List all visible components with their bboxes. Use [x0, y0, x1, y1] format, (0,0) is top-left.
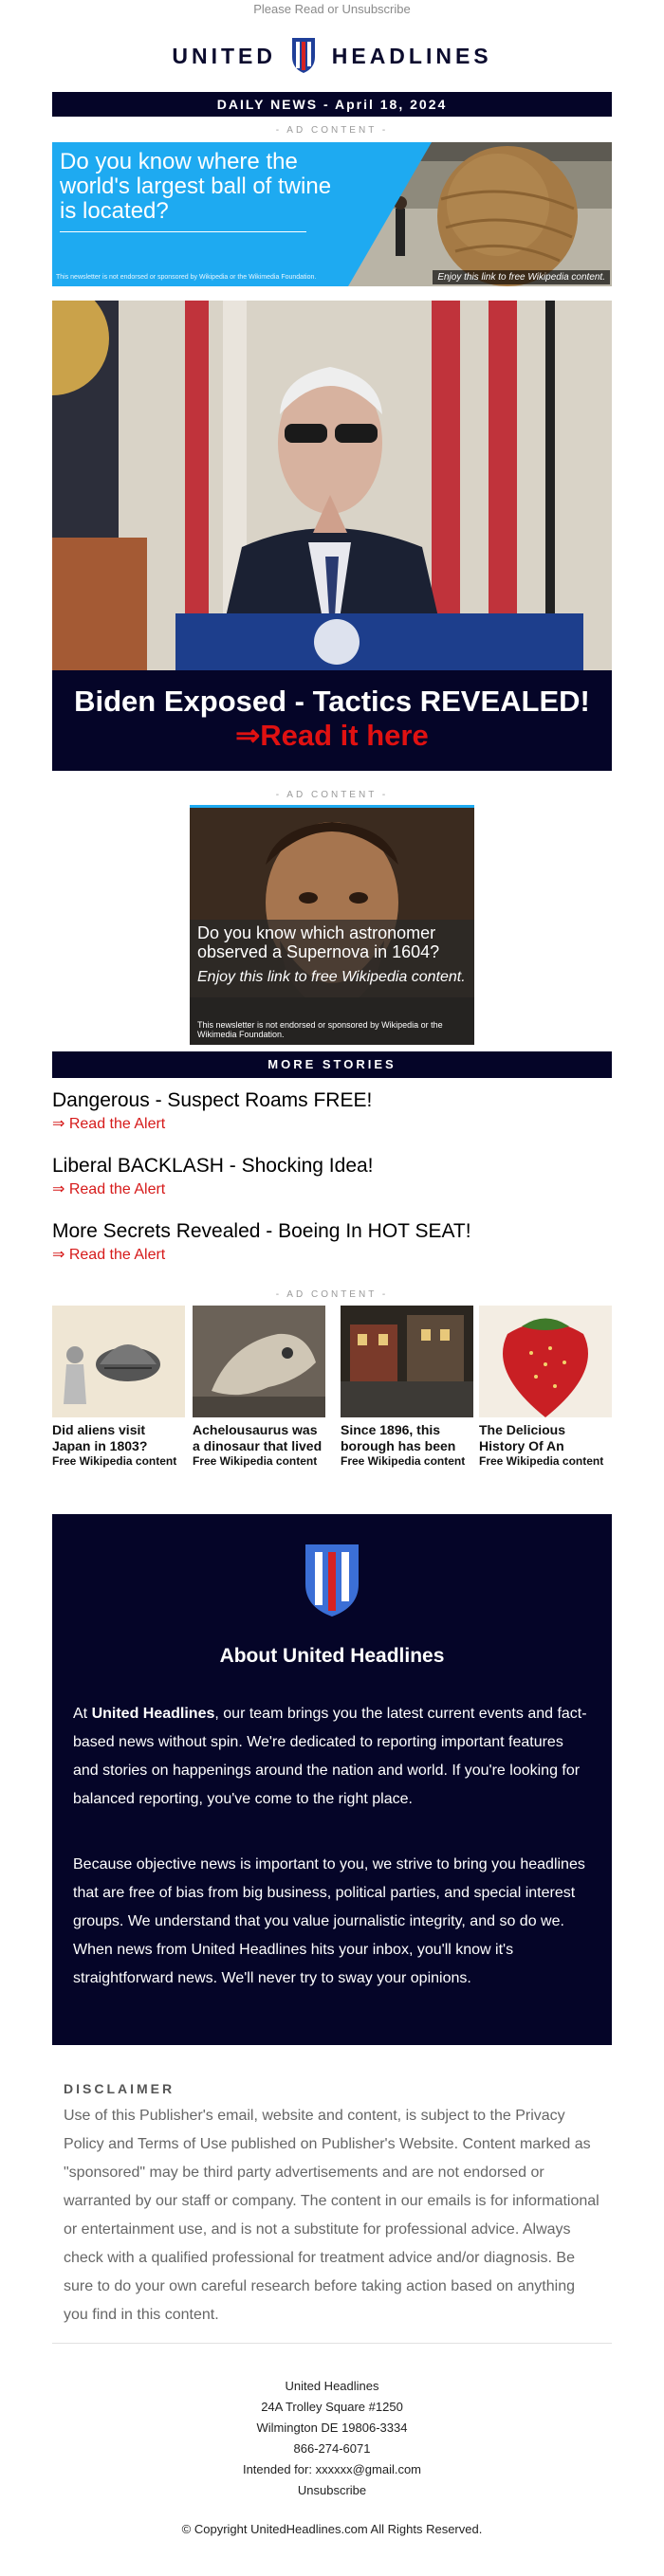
story-item[interactable]: [52, 1089, 612, 1133]
footer: [52, 2376, 612, 2501]
tile-source: Free Wikipedia content: [479, 1454, 604, 1468]
about-p1-prefix: At: [73, 1706, 92, 1722]
story-read-link[interactable]: ⇒ Read the Alert: [52, 1247, 166, 1263]
story-title[interactable]: More Secrets Revealed - Boeing In HOT SEAT!: [52, 1220, 471, 1242]
story-item[interactable]: [52, 1155, 612, 1198]
shield-logo-icon: [291, 36, 316, 80]
ad-headline: Do you know where the world's largest ball of twine is located?: [60, 149, 332, 224]
story-title[interactable]: Liberal BACKLASH - Shocking Idea!: [52, 1155, 374, 1177]
ad-divider: [60, 231, 306, 232]
ad-tile[interactable]: [193, 1306, 325, 1468]
about-p1-text: , our team brings you the latest current events and fact-based news without spin. We're dedicated to reporting important features and stories on happenings around the nation and world. If you're looking for balanced reporting, you've come to the right place.: [73, 1706, 587, 1807]
more-stories-bar: MORE STORIES: [52, 1051, 612, 1078]
logo-text-right: HEADLINES: [331, 44, 492, 69]
footer-address-line1: 24A Trolley Square #1250: [261, 2400, 403, 2414]
footer-address-line2: Wilmington DE 19806-3334: [256, 2421, 408, 2435]
hero-photo: [52, 301, 612, 670]
footer-phone: 866-274-6071: [293, 2441, 371, 2456]
tile-image-dinosaur: [193, 1306, 325, 1417]
tile-image-strawberry: [479, 1306, 612, 1417]
tile-source: Free Wikipedia content: [52, 1454, 177, 1468]
hero-read-link[interactable]: ⇒Read it here: [235, 719, 429, 752]
about-title: About United Headlines: [219, 1645, 445, 1667]
unsubscribe-note[interactable]: Please Read or Unsubscribe: [253, 2, 411, 16]
shield-logo-icon: [302, 1541, 362, 1625]
story-title[interactable]: Dangerous - Suspect Roams FREE!: [52, 1089, 373, 1111]
story-read-link[interactable]: ⇒ Read the Alert: [52, 1116, 166, 1132]
tile-title[interactable]: Since 1896, this borough has been: [341, 1422, 456, 1453]
ad-label: - AD CONTENT -: [275, 1289, 389, 1300]
brand-logo[interactable]: [0, 36, 664, 80]
about-section: [52, 1514, 612, 2045]
ad-disclaimer: This newsletter is not endorsed or sponsored by Wikipedia or the Wikimedia Foundation.: [197, 1020, 443, 1039]
tile-source: Free Wikipedia content: [341, 1454, 466, 1468]
ad-tile[interactable]: [479, 1306, 612, 1468]
about-paragraph-2: Because objective news is important to you, we strive to bring you headlines that are free of bias from big business, political parties, and special interest groups. We understand that you value journalistic integrity, and so do we. When news from United Headlines hits your inbox, you'll know it's straightforward news. We'll never try to sway your opinions.: [73, 1856, 585, 1986]
ad-label: - AD CONTENT -: [275, 790, 389, 800]
tile-image-aliens: [52, 1306, 185, 1417]
divider: [52, 2343, 612, 2344]
logo-text-left: UNITED: [172, 44, 276, 69]
footer-copyright: [52, 2519, 612, 2540]
hero-story[interactable]: [52, 301, 612, 771]
ad-caption: Enjoy this link to free Wikipedia content.: [197, 969, 466, 985]
tile-title[interactable]: The Delicious History Of An: [479, 1422, 566, 1453]
disclaimer-heading: DISCLAIMER: [64, 2081, 175, 2096]
story-item[interactable]: [52, 1220, 612, 1264]
hero-title[interactable]: Biden Exposed - Tactics REVEALED!: [74, 685, 590, 718]
ad-banner-twine[interactable]: [52, 142, 612, 286]
copyright-text: © Copyright UnitedHeadlines.com All Rights Reserved.: [181, 2522, 483, 2536]
ad-astronomer[interactable]: [190, 805, 474, 1045]
ad-caption: Enjoy this link to free Wikipedia content.: [433, 270, 610, 284]
about-brand: United Headlines: [91, 1706, 215, 1722]
tile-title[interactable]: Achelousaurus was a dinosaur that lived: [193, 1422, 323, 1453]
ad-headline: Do you know which astronomer observed a Supernova in 1604?: [197, 923, 440, 961]
disclaimer-section: [52, 2081, 612, 2329]
ad-tile[interactable]: [52, 1306, 185, 1468]
tile-title[interactable]: Did aliens visit Japan in 1803?: [52, 1422, 148, 1453]
story-read-link[interactable]: ⇒ Read the Alert: [52, 1181, 166, 1197]
tile-image-borough: [341, 1306, 473, 1417]
footer-unsubscribe-link[interactable]: Unsubscribe: [297, 2483, 367, 2497]
date-bar: DAILY NEWS - April 18, 2024: [52, 92, 612, 117]
tile-source: Free Wikipedia content: [193, 1454, 318, 1468]
ad-disclaimer: This newsletter is not endorsed or sponsored by Wikipedia or the Wikimedia Foundation.: [56, 274, 317, 281]
disclaimer-text: Use of this Publisher's email, website and content, is subject to the Privacy Policy and Terms of Use published on Publisher's Website. Content marked as "sponsored" may be third party advertisements and are not endorsed or warranted by our staff or company. The content in our emails is for informational or entertainment use, and is not a substitute for professional advice. Always check with a qualified professional for treatment advice and/or diagnosis. Be sure to do your own careful research before taking action based on anything you find in this content.: [64, 2108, 599, 2323]
ad-label: - AD CONTENT -: [275, 125, 389, 136]
ad-tile[interactable]: [341, 1306, 473, 1468]
footer-intended-for: Intended for: xxxxxx@gmail.com: [242, 2462, 422, 2476]
footer-company: United Headlines: [285, 2379, 379, 2393]
about-paragraph-1: [73, 1700, 591, 1814]
